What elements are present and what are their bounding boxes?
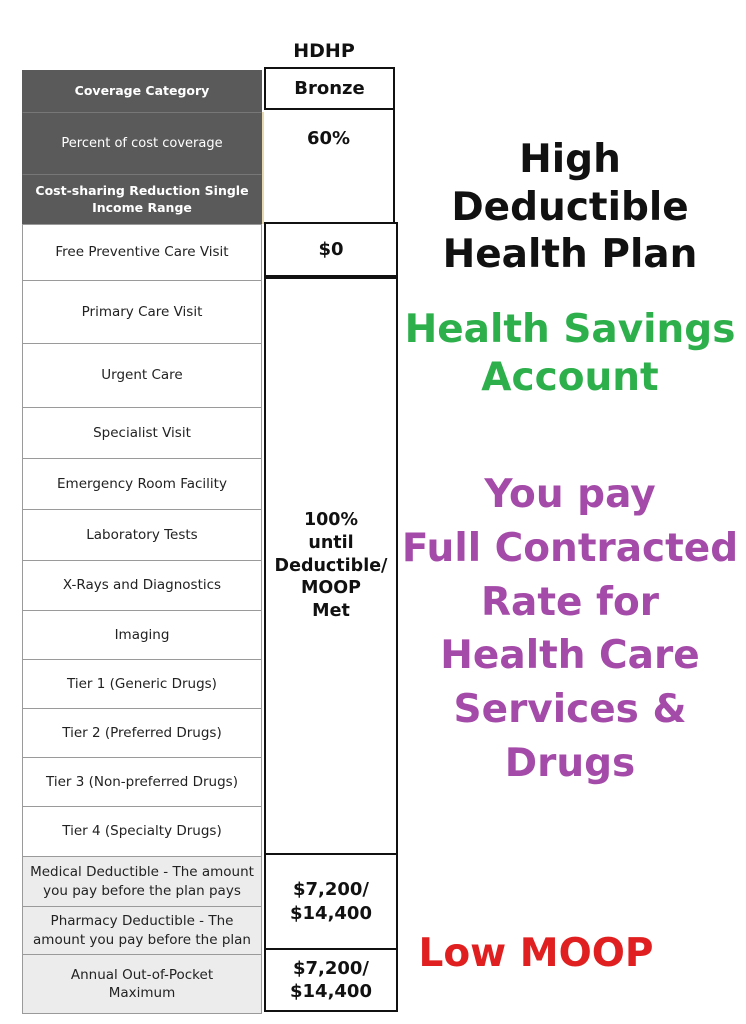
services-line-3: Deductible/ [274, 555, 388, 576]
you-pay-line-2: Full Contracted [401, 525, 739, 571]
value-deductible [264, 853, 398, 950]
category-tier3: Tier 3 (Non-preferred Drugs) [22, 757, 262, 806]
value-preventive: $0 [264, 222, 398, 277]
you-pay-line-6: Drugs [504, 741, 636, 787]
category-tier2: Tier 2 (Preferred Drugs) [22, 708, 262, 757]
category-medical-deductible: Medical Deductible - The amount you pay before the plan pays [22, 856, 262, 906]
moop-line-1: $7,200/ [292, 957, 370, 979]
hsa-label [400, 306, 740, 401]
category-tier1: Tier 1 (Generic Drugs) [22, 659, 262, 708]
services-line-2: until [308, 532, 354, 553]
you-pay-line-3: Rate for [480, 579, 659, 625]
hsa-line-1: Health Savings [404, 307, 736, 352]
value-cost-coverage: 60% [264, 110, 395, 224]
you-pay-line-1: You pay [484, 472, 656, 517]
title-high-deductible [400, 136, 740, 279]
hsa-line-2: Account [481, 354, 659, 400]
category-tier4: Tier 4 (Specialty Drugs) [22, 806, 262, 856]
category-xrays: X-Rays and Diagnostics [22, 560, 262, 610]
deductible-line-2: $14,400 [290, 902, 372, 924]
value-moop [264, 948, 398, 1012]
value-services-coverage [264, 277, 398, 855]
category-annual-moop: Annual Out-of-Pocket Maximum [22, 954, 262, 1014]
category-cost-sharing: Cost-sharing Reduction Single Income Range [22, 174, 262, 224]
category-specialist: Specialist Visit [22, 407, 262, 458]
category-lab-tests: Laboratory Tests [22, 509, 262, 560]
category-coverage: Coverage Category [22, 70, 262, 112]
title-line-2: Health Plan [442, 232, 698, 278]
you-pay-line-4: Health Care [440, 633, 700, 679]
category-preventive: Free Preventive Care Visit [22, 224, 262, 280]
you-pay-label [400, 468, 740, 791]
title-line-1: High Deductible [451, 137, 689, 230]
plan-column-header: HDHP [293, 40, 355, 62]
deductible-line-1: $7,200/ [292, 879, 370, 901]
moop-line-2: $14,400 [290, 981, 372, 1002]
category-imaging: Imaging [22, 610, 262, 659]
services-line-5: Met [312, 601, 350, 622]
category-primary-care: Primary Care Visit [22, 280, 262, 343]
services-line-4: MOOP [301, 578, 361, 599]
category-urgent-care: Urgent Care [22, 343, 262, 407]
category-pharmacy-deductible: Pharmacy Deductible - The amount you pay before the plan [22, 906, 262, 954]
value-plan-tier: Bronze [264, 67, 395, 110]
you-pay-line-5: Services & [453, 687, 687, 733]
category-emergency: Emergency Room Facility [22, 458, 262, 509]
services-line-1: 100% [303, 510, 359, 531]
category-percent-coverage: Percent of cost coverage [22, 112, 262, 174]
low-moop-label: Low MOOP [418, 931, 654, 976]
